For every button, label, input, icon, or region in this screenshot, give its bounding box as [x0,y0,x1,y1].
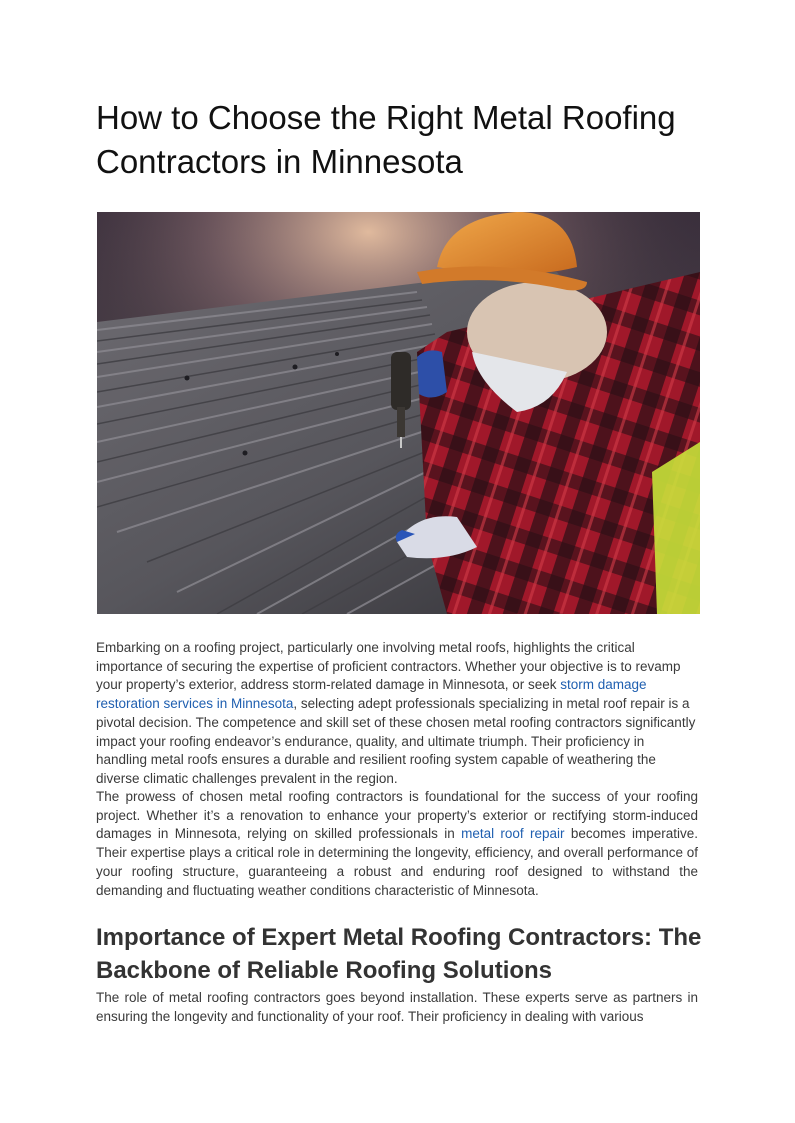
intro-paragraph-text-1: Embarking on a roofing project, particularly one involving metal roofs, highlights the critical importance of securing the expertise of proficient contractors. Whether your objective is to revamp your property’s exterior, address storm-related damage in Minnesota, or seek [96,640,681,693]
prowess-paragraph [96,788,698,900]
intro-paragraph [96,639,698,789]
intro-paragraph-text-2: , selecting adept professionals specializing in metal roof repair is a pivotal decision. The competence and skill set of these chosen metal roofing contractors significantly impact your roofing endeavor’s endurance, quality, and ultimate triumph. Their proficiency in handling metal roofs ensures a durable and resilient roofing system capable of weathering the diverse climatic challenges prevalent in the region. [96,696,696,786]
prowess-paragraph-text-2: becomes imperative. Their expertise plays a critical role in determining the longevity, efficiency, and overall performance of your roofing structure, guaranteeing a robust and enduring roof designed to withstand the demanding and fluctuating weather conditions characteristic of Minnesota. [96,826,698,898]
page-title: How to Choose the Right Metal Roofing Contractors in Minnesota [96,99,676,180]
metal-roof-repair-link[interactable]: metal roof repair [461,826,565,842]
section-heading: Importance of Expert Metal Roofing Contractors: The Backbone of Reliable Roofing Solutions [96,924,702,984]
storm-damage-restoration-link[interactable]: storm damage restoration services in Minnesota [96,677,647,712]
prowess-paragraph-text-1: The prowess of chosen metal roofing contractors is foundational for the success of your roofing project. Whether it’s a renovation to enhance your property’s exterior or rectifying storm-induced damages in Minnesota, relying on skilled professionals in [96,789,698,842]
hero-image [97,212,700,614]
section-paragraph: The role of metal roofing contractors goes beyond installation. These experts serve as partners in ensuring the longevity and functionality of your roof. Their proficiency in dealing with various [96,990,698,1024]
